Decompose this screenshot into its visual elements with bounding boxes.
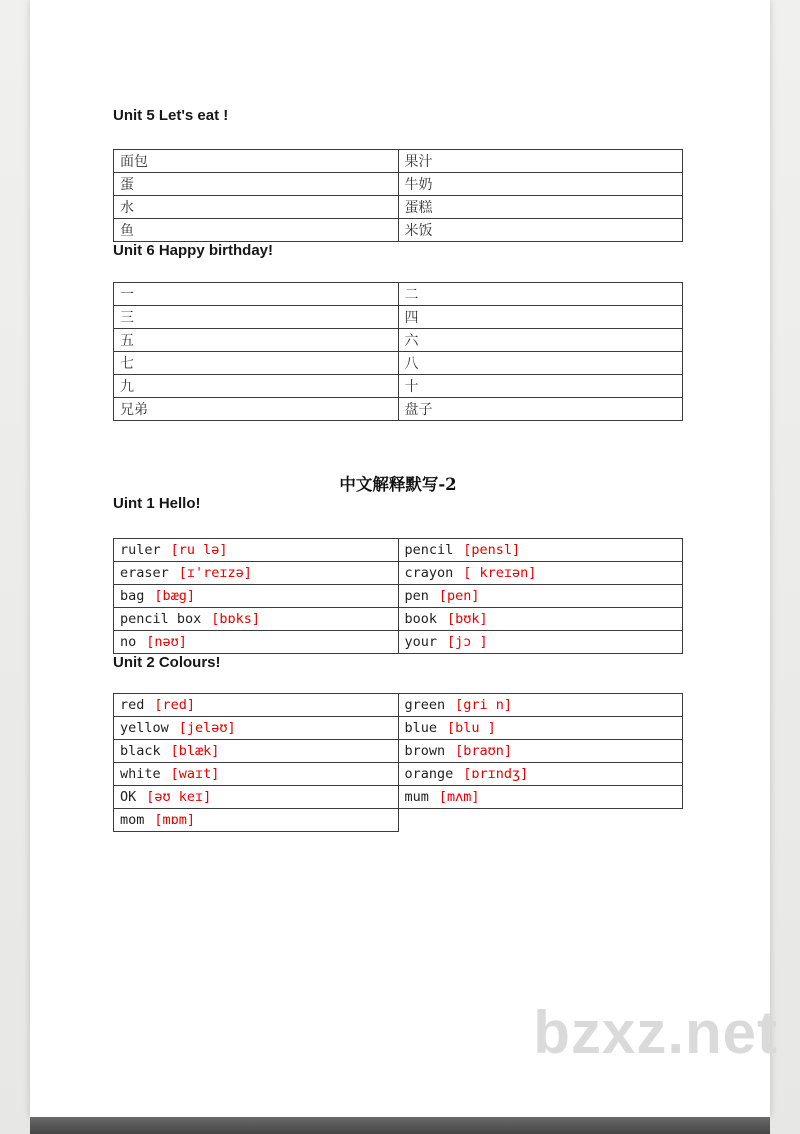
word-text: your bbox=[404, 634, 438, 650]
table-row bbox=[114, 786, 683, 809]
site-watermark: bzxz.net bbox=[533, 999, 778, 1066]
section-heading-unit5: Unit 5 Let's eat ! bbox=[113, 107, 229, 124]
phonetic-text: [bʊk] bbox=[447, 611, 488, 627]
vocab-cell bbox=[114, 740, 399, 763]
table-row bbox=[114, 539, 683, 562]
word-text: pencil bbox=[404, 542, 454, 558]
table-row bbox=[114, 375, 683, 398]
word-text: black bbox=[120, 743, 161, 759]
table-row bbox=[114, 562, 683, 585]
vocab-cell bbox=[114, 562, 399, 585]
word-text: no bbox=[120, 634, 137, 650]
chinese-cell: 十 bbox=[398, 375, 683, 398]
vocab-cell bbox=[398, 694, 683, 717]
phonetic-text: [ru lə] bbox=[170, 542, 228, 558]
table-row bbox=[114, 740, 683, 763]
vocab-cell bbox=[114, 809, 399, 832]
chinese-cell: 鱼 bbox=[114, 219, 399, 242]
chinese-cell: 三 bbox=[114, 306, 399, 329]
phonetic-text: [ kreɪən] bbox=[463, 565, 537, 581]
section-heading-uint1: Uint 1 Hello! bbox=[113, 495, 201, 512]
word-text: brown bbox=[404, 743, 446, 759]
vocab-cell bbox=[398, 562, 683, 585]
phonetic-text: [braʊn] bbox=[455, 743, 513, 759]
table-row bbox=[114, 352, 683, 375]
word-text: red bbox=[120, 697, 145, 713]
vocab-cell bbox=[114, 763, 399, 786]
document-center-title: 中文解释默写-2 bbox=[339, 475, 457, 494]
phonetic-text: [bɒks] bbox=[211, 611, 261, 627]
table-row bbox=[114, 809, 683, 832]
phonetic-text: [waɪt] bbox=[170, 766, 220, 782]
chinese-cell: 六 bbox=[398, 329, 683, 352]
vocab-cell bbox=[398, 631, 683, 654]
chinese-cell: 一 bbox=[114, 283, 399, 306]
table-row bbox=[114, 694, 683, 717]
vocab-cell bbox=[114, 585, 399, 608]
table-row bbox=[114, 150, 683, 173]
phonetic-text: [bæg] bbox=[154, 588, 196, 604]
vocab-cell bbox=[398, 740, 683, 763]
phonetic-text: [əʊ keɪ] bbox=[146, 789, 212, 805]
unit2-table bbox=[113, 693, 683, 832]
word-text: mum bbox=[404, 789, 429, 805]
chinese-cell: 兄弟 bbox=[114, 398, 399, 421]
word-text: yellow bbox=[120, 720, 169, 736]
chinese-cell: 七 bbox=[114, 352, 399, 375]
phonetic-text: [red] bbox=[154, 697, 196, 713]
vocab-cell bbox=[114, 786, 399, 809]
uint1-table bbox=[113, 538, 683, 654]
word-text: white bbox=[120, 766, 161, 782]
section-heading-unit2: Unit 2 Colours! bbox=[113, 654, 221, 671]
table-row bbox=[114, 219, 683, 242]
vocab-cell bbox=[114, 694, 399, 717]
chinese-cell: 八 bbox=[398, 352, 683, 375]
vocab-cell bbox=[398, 717, 683, 740]
vocab-cell bbox=[398, 585, 683, 608]
chinese-cell: 果汁 bbox=[398, 150, 683, 173]
word-text: OK bbox=[120, 789, 137, 805]
word-text: pencil box bbox=[120, 611, 202, 627]
word-text: green bbox=[404, 697, 446, 713]
word-text: eraser bbox=[120, 565, 169, 581]
phonetic-text: [mʌm] bbox=[438, 789, 480, 805]
vocab-cell bbox=[114, 539, 399, 562]
chinese-cell: 牛奶 bbox=[398, 173, 683, 196]
table-row bbox=[114, 717, 683, 740]
vocab-cell bbox=[398, 763, 683, 786]
chinese-cell: 九 bbox=[114, 375, 399, 398]
vocab-cell bbox=[114, 631, 399, 654]
word-text: blue bbox=[404, 720, 438, 736]
table-row bbox=[114, 196, 683, 219]
phonetic-text: [ɒrɪndʒ] bbox=[463, 766, 529, 782]
table-row bbox=[114, 329, 683, 352]
chinese-cell: 蛋 bbox=[114, 173, 399, 196]
phonetic-text: [jɔ ] bbox=[447, 634, 488, 650]
word-text: book bbox=[404, 611, 438, 627]
phonetic-text: [pen] bbox=[438, 588, 480, 604]
table-row bbox=[114, 173, 683, 196]
phonetic-text: [mɒm] bbox=[154, 812, 196, 828]
vocab-cell bbox=[114, 608, 399, 631]
chinese-cell: 水 bbox=[114, 196, 399, 219]
chinese-cell: 米饭 bbox=[398, 219, 683, 242]
table-row bbox=[114, 631, 683, 654]
table-row bbox=[114, 763, 683, 786]
chinese-cell: 二 bbox=[398, 283, 683, 306]
page-bottom-divider bbox=[30, 1117, 770, 1134]
table-row bbox=[114, 283, 683, 306]
phonetic-text: [blu ] bbox=[447, 720, 496, 736]
phonetic-text: [gri n] bbox=[455, 697, 513, 713]
chinese-cell: 盘子 bbox=[398, 398, 683, 421]
table-row bbox=[114, 585, 683, 608]
section-heading-unit6: Unit 6 Happy birthday! bbox=[113, 242, 274, 259]
word-text: pen bbox=[404, 588, 429, 604]
word-text: orange bbox=[404, 766, 454, 782]
phonetic-text: [nəʊ] bbox=[146, 634, 187, 650]
unit5-table bbox=[113, 149, 683, 242]
table-row bbox=[114, 608, 683, 631]
phonetic-text: [ɪ'reɪzə] bbox=[178, 565, 252, 581]
chinese-cell: 四 bbox=[398, 306, 683, 329]
table-row bbox=[114, 398, 683, 421]
page-content bbox=[30, 0, 770, 832]
empty-cell bbox=[398, 809, 683, 832]
chinese-cell: 面包 bbox=[114, 150, 399, 173]
table-row bbox=[114, 306, 683, 329]
word-text: ruler bbox=[120, 542, 161, 558]
word-text: mom bbox=[120, 812, 145, 828]
chinese-cell: 蛋糕 bbox=[398, 196, 683, 219]
vocab-cell bbox=[114, 717, 399, 740]
unit6-table bbox=[113, 282, 683, 421]
chinese-cell: 五 bbox=[114, 329, 399, 352]
word-text: crayon bbox=[404, 565, 454, 581]
vocab-cell bbox=[398, 539, 683, 562]
word-text: bag bbox=[120, 588, 145, 604]
phonetic-text: [blæk] bbox=[170, 743, 220, 759]
vocab-cell bbox=[398, 786, 683, 809]
vocab-cell bbox=[398, 608, 683, 631]
phonetic-text: [jeləʊ] bbox=[178, 720, 236, 736]
document-page bbox=[30, 0, 778, 1117]
phonetic-text: [pensl] bbox=[463, 542, 521, 558]
